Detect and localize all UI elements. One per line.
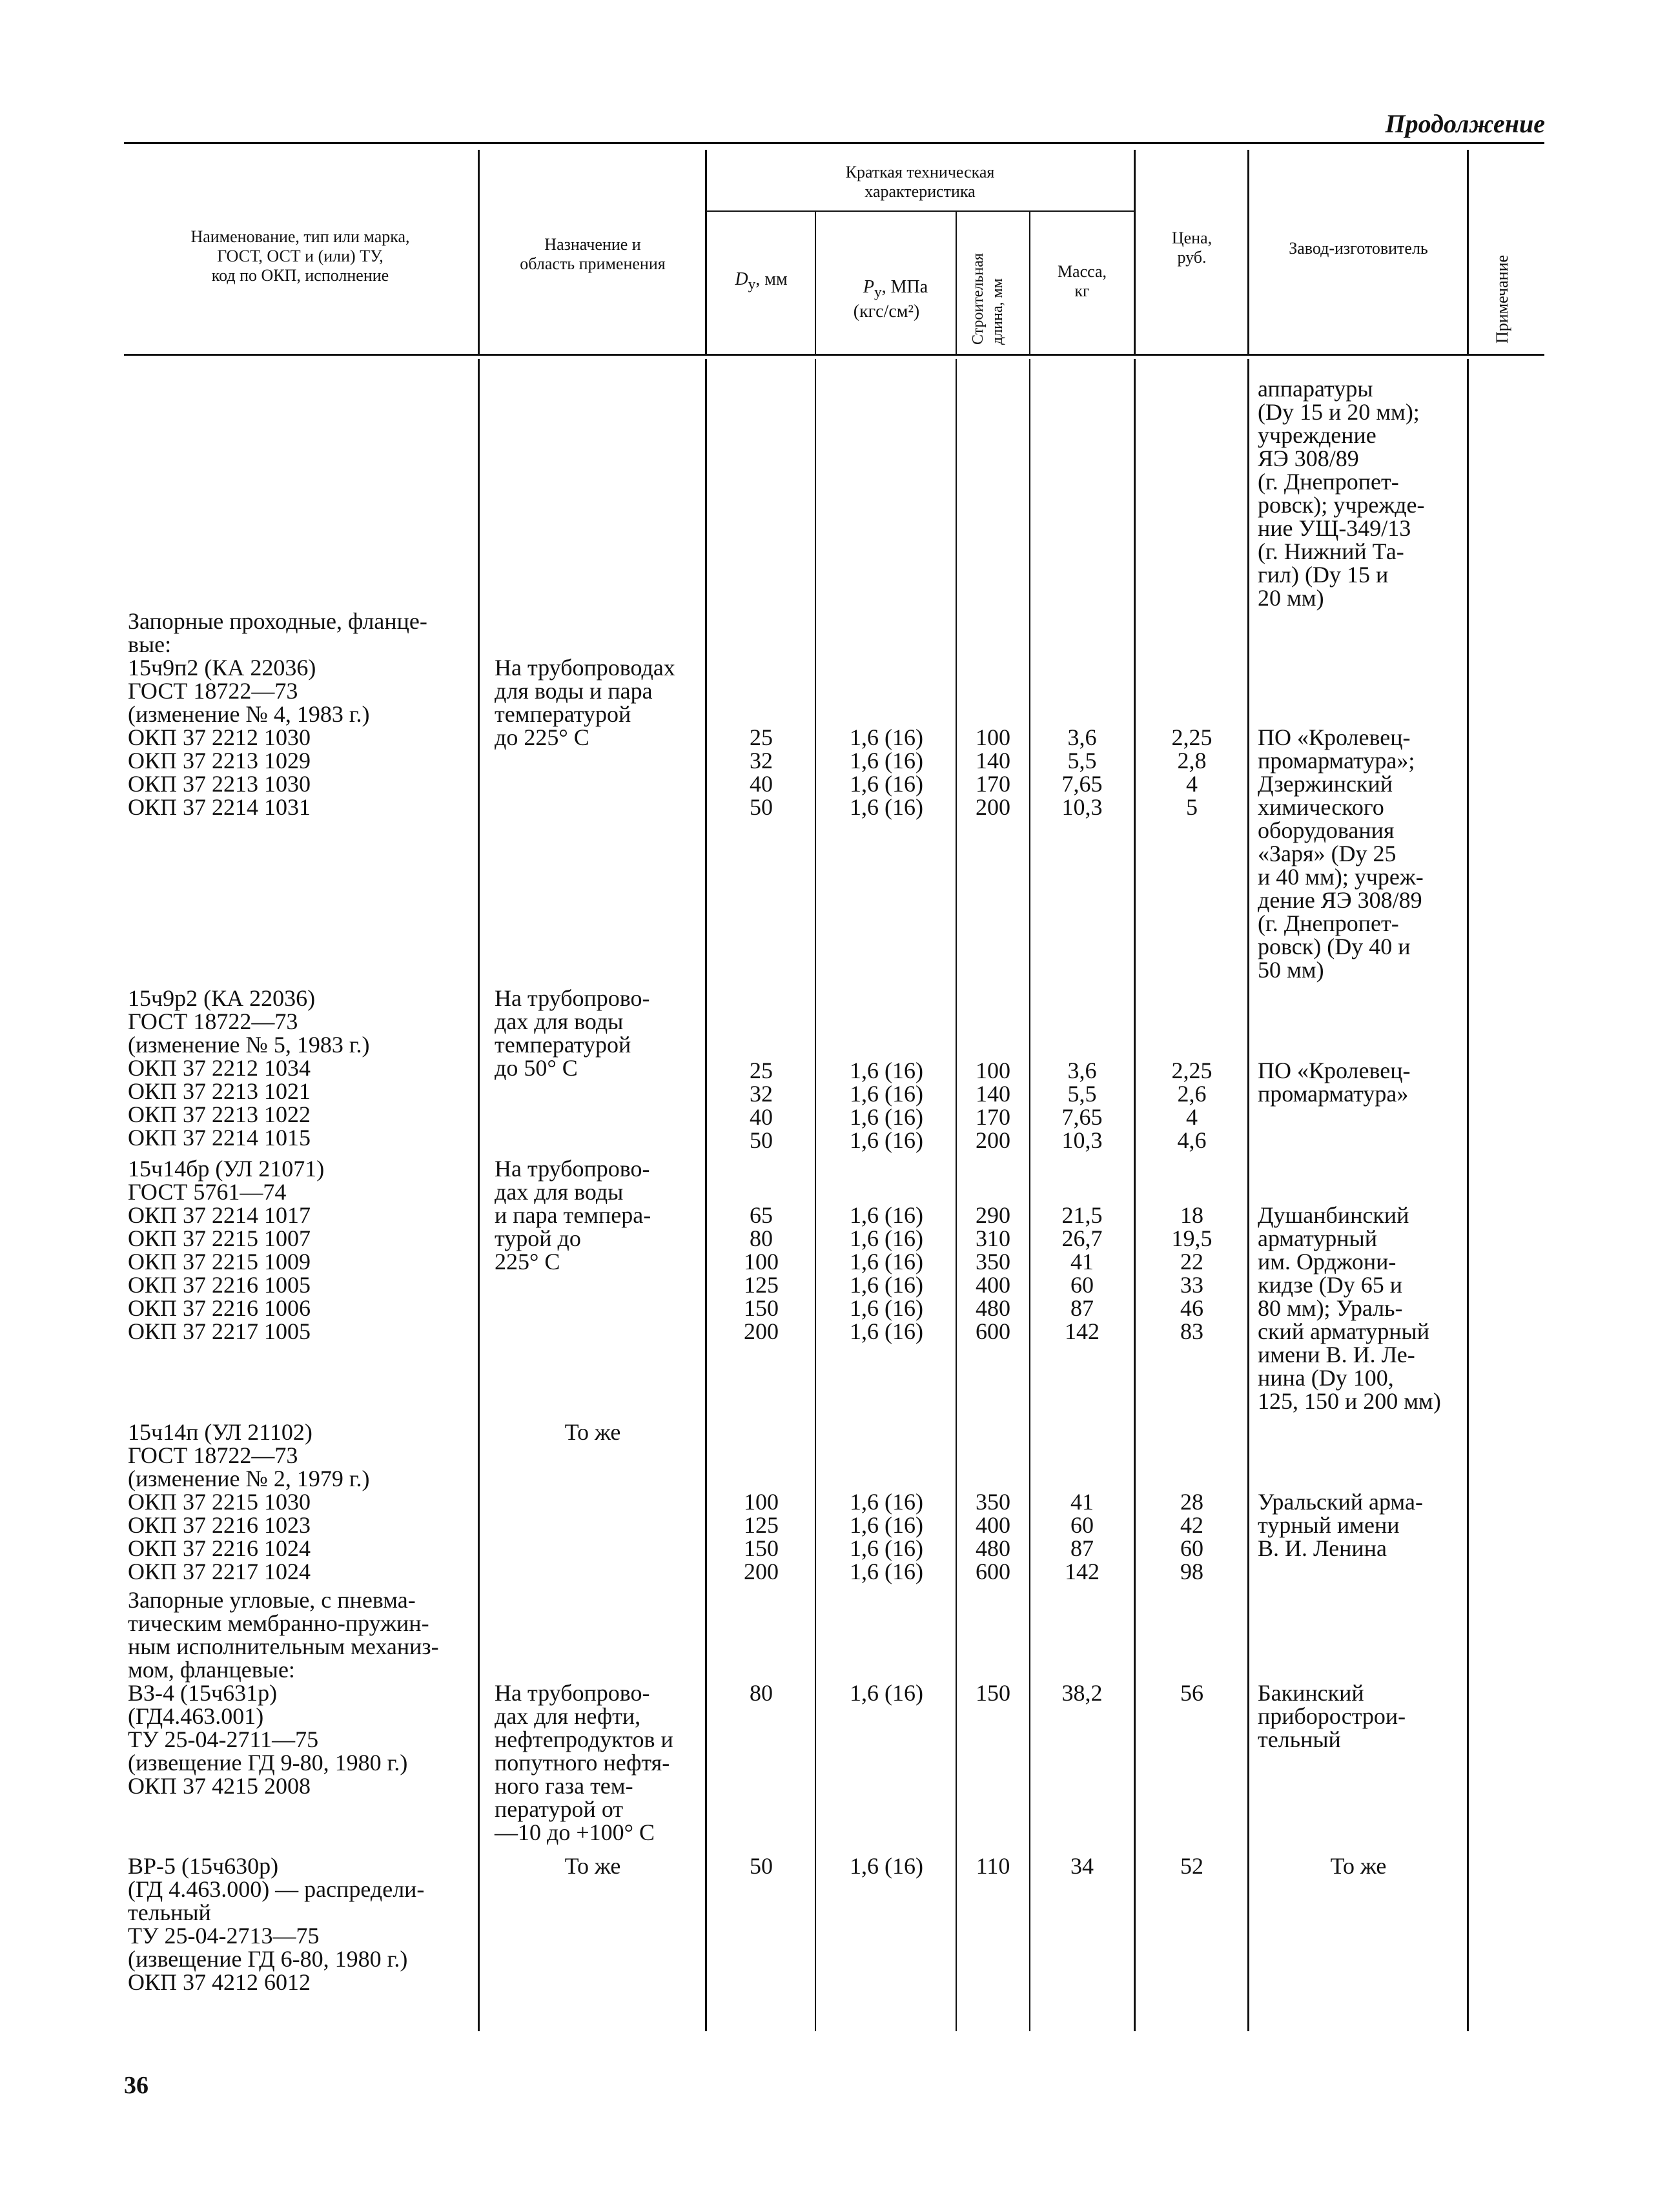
block-3-name: 15ч14бр (УЛ 21071) ГОСТ 5761—74 ОКП 37 2214 1017 ОКП 37 2215 1007 ОКП 37 2215 1009 ОКП 37 2216 1005 ОКП 37 2216 1006 ОКП 37 2217 1005 (128, 1156, 325, 1344)
block-1-purpose: На трубопроводах для воды и пара температурой до 225° С (495, 655, 675, 750)
block-4-purpose: То же (564, 1419, 621, 1445)
page-number: 36 (124, 2072, 148, 2099)
block-6-dy: 50 (750, 1853, 773, 1879)
block-2-length: 100 140 170 200 (976, 1058, 1010, 1153)
header-divider (1134, 150, 1136, 354)
body-divider (1029, 359, 1030, 2031)
block-1-dy: 25 32 40 50 (750, 724, 773, 820)
block-3-length: 290 310 350 400 480 600 (976, 1202, 1010, 1344)
block-3-maker: Душанбинский арматурный им. Орджони- кидзе (Dу 65 и 80 мм); Ураль- ский арматурный имени В. И. Ле- нина (Dу 100, 125, 150 и 200 мм) (1258, 1202, 1441, 1414)
header-divider (1247, 150, 1249, 354)
header-name: Наименование, тип или марка, ГОСТ, ОСТ и (или) ТУ, код по ОКП, исполнение (190, 227, 410, 285)
block-5-dy: 80 (750, 1680, 773, 1706)
block-2-name: 15ч9р2 (КА 22036) ГОСТ 18722—73 (изменение № 5, 1983 г.) ОКП 37 2212 1034 ОКП 37 2213 1021 ОКП 37 2213 1022 ОКП 37 2214 1015 (128, 985, 370, 1151)
block-6-name: ВР-5 (15ч630р) (ГД 4.463.000) — распредели- тельный ТУ 25-04-2713—75 (извещение ГД 6-80, 1980 г.) ОКП 37 4212 6012 (128, 1853, 425, 1995)
block-4-price: 28 42 60 98 (1180, 1489, 1203, 1584)
body-divider (956, 359, 957, 2031)
body-divider (815, 359, 816, 2031)
block-2-purpose: На трубопрово- дах для воды температурой до 50° С (495, 985, 650, 1081)
top-rule (124, 142, 1544, 144)
header-py-unit: , МПа (кгс/см²) (853, 277, 928, 322)
block-1-maker: ПО «Кролевец- промарматура»; Дзержинский химического оборудования «Заря» (Dу 25 и 40 мм); учреж- дение ЯЭ 308/89 (г. Днепропет- ровск) (Dу 40 и 50 мм) (1258, 724, 1424, 983)
header-dy (709, 270, 813, 294)
block-4-mass: 41 60 87 142 (1065, 1489, 1100, 1584)
block-6-length: 110 (976, 1853, 1010, 1879)
header-dy-symbol: D (735, 269, 748, 289)
body-divider (1134, 359, 1136, 2031)
block-6-py: 1,6 (16) (850, 1853, 923, 1879)
body-divider (1247, 359, 1249, 2031)
block-1-py: 1,6 (16) 1,6 (16) 1,6 (16) 1,6 (16) (850, 724, 923, 820)
header-maker: Завод-изготовитель (1289, 239, 1428, 258)
body-divider (478, 359, 480, 2031)
block-5-name: Запорные угловые, с пневма- тическим мембранно-пружин- ным исполнительным механиз- мом, фланцевые: ВЗ-4 (15ч631р) (ГД4.463.001) ТУ 25-04-2711—75 (извещение ГД 9-80, 1980 г.) ОКП 37 4215 2008 (128, 1587, 439, 1799)
block-4-py: 1,6 (16) 1,6 (16) 1,6 (16) 1,6 (16) (850, 1489, 923, 1584)
block-5-price: 56 (1180, 1680, 1203, 1706)
continuation-label: Продолжение (1385, 109, 1545, 138)
block-5-maker: Бакинский приборострои- тельный (1258, 1680, 1406, 1752)
block-6-mass: 34 (1070, 1853, 1094, 1879)
header-purpose: Назначение и область применения (520, 235, 666, 273)
block-5-purpose: На трубопрово- дах для нефти, нефтепродуктов и попутного нефтя- ного газа тем- пературой от —10 до +100° С (495, 1680, 673, 1845)
block-3-price: 18 19,5 22 33 46 83 (1171, 1202, 1212, 1344)
block-6-purpose: То же (564, 1853, 621, 1879)
block-6-maker: То же (1330, 1853, 1387, 1879)
header-py-symbol: P (863, 277, 874, 297)
header-dy-subscript: у (748, 276, 756, 293)
block-3-purpose: На трубопрово- дах для воды и пара темпера- турой до 225° С (495, 1156, 651, 1275)
block-3-mass: 21,5 26,7 41 60 87 142 (1061, 1202, 1103, 1344)
block-5-length: 150 (976, 1680, 1010, 1706)
block-2-py: 1,6 (16) 1,6 (16) 1,6 (16) 1,6 (16) (850, 1058, 923, 1153)
body-divider (1467, 359, 1469, 2031)
block-5-mass: 38,2 (1061, 1680, 1103, 1706)
header-divider (1467, 150, 1469, 354)
header-note: Примечание (1493, 254, 1511, 343)
header-divider (956, 210, 957, 354)
header-mass: Масса, кг (1057, 262, 1107, 300)
block-3-py: 1,6 (16) 1,6 (16) 1,6 (16) 1,6 (16) 1,6 (16) 1,6 (16) (850, 1202, 923, 1344)
header-divider (478, 150, 480, 354)
block-0-maker: аппаратуры (Dу 15 и 20 мм); учреждение ЯЭ 308/89 (г. Днепропет- ровск); учрежде- ние УЩ-349/13 (г. Нижний Та- гил) (Dу 15 и 20 мм) (1258, 376, 1425, 611)
block-4-dy: 100 125 150 200 (744, 1489, 779, 1584)
header-length: Строительная длина, мм (970, 253, 1006, 345)
block-1-length: 100 140 170 200 (976, 724, 1010, 820)
block-6-price: 52 (1180, 1853, 1203, 1879)
header-price: Цена, руб. (1171, 229, 1212, 267)
block-2-price: 2,25 2,6 4 4,6 (1171, 1058, 1212, 1153)
block-4-maker: Уральский арма- турный имени В. И. Ленина (1258, 1489, 1423, 1561)
header-dy-unit: , мм (755, 269, 788, 289)
tech-subheader-rule (705, 210, 1134, 212)
block-1-price: 2,25 2,8 4 5 (1171, 724, 1212, 820)
header-divider (815, 210, 816, 354)
block-1-name: Запорные проходные, фланце- вые: 15ч9п2 (КА 22036) ГОСТ 18722—73 (изменение № 4, 1983 г.) ОКП 37 2212 1030 ОКП 37 2213 1029 ОКП 37 2213 1030 ОКП 37 2214 1031 (128, 608, 427, 820)
body-divider (705, 359, 707, 2031)
block-4-length: 350 400 480 600 (976, 1489, 1010, 1584)
header-tech: Краткая техническая характеристика (845, 163, 995, 201)
header-py (819, 258, 954, 341)
header-bottom-rule (124, 354, 1544, 356)
header-divider (705, 150, 707, 354)
block-2-dy: 25 32 40 50 (750, 1058, 773, 1153)
header-divider (1029, 210, 1030, 354)
block-5-py: 1,6 (16) (850, 1680, 923, 1706)
header-py-subscript: у (874, 283, 882, 301)
block-2-maker: ПО «Кролевец- промарматура» (1258, 1058, 1411, 1107)
block-4-name: 15ч14п (УЛ 21102) ГОСТ 18722—73 (изменение № 2, 1979 г.) ОКП 37 2215 1030 ОКП 37 2216 1023 ОКП 37 2216 1024 ОКП 37 2217 1024 (128, 1419, 370, 1584)
block-2-mass: 3,6 5,5 7,65 10,3 (1061, 1058, 1103, 1153)
block-1-mass: 3,6 5,5 7,65 10,3 (1061, 724, 1103, 820)
block-3-dy: 65 80 100 125 150 200 (744, 1202, 779, 1344)
